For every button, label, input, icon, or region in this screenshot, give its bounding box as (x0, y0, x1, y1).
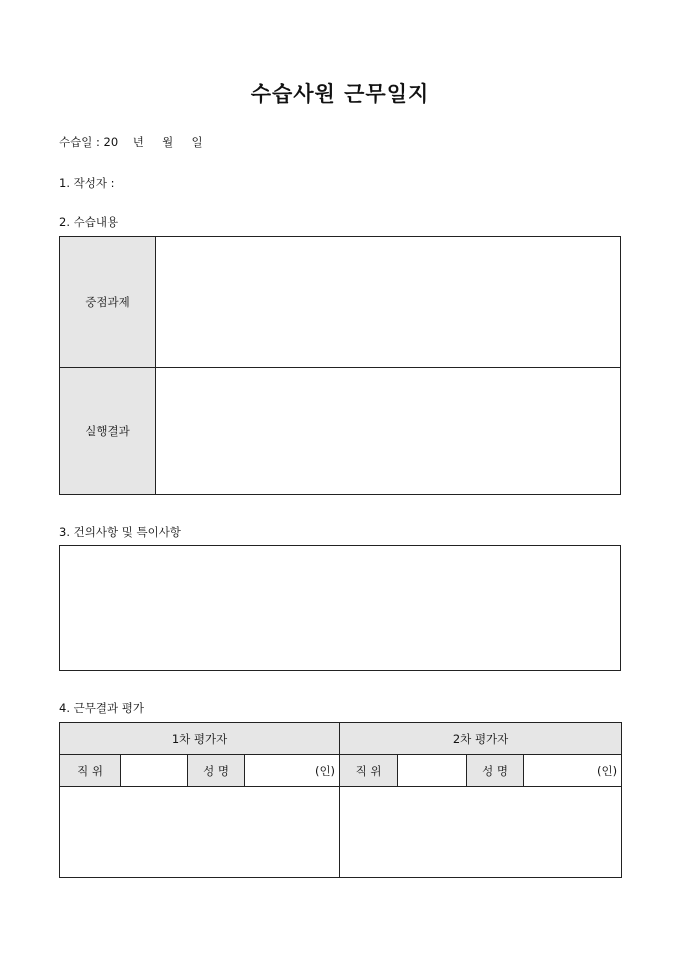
second-evaluation-field[interactable] (340, 787, 622, 878)
section-3-heading: 3. 건의사항 및 특이사항 (59, 525, 181, 539)
result-label: 실행결과 (60, 368, 156, 494)
probation-date-line: 수습일 : 20 년 월 일 (59, 135, 203, 149)
second-name-label: 성 명 (467, 755, 524, 787)
writer-line: 1. 작성자 : (59, 176, 115, 190)
first-position-field[interactable] (121, 755, 188, 787)
second-position-label: 직 위 (340, 755, 398, 787)
suggestions-field[interactable] (59, 545, 621, 671)
first-name-label: 성 명 (188, 755, 245, 787)
first-evaluation-field[interactable] (60, 787, 340, 878)
key-task-label: 중점과제 (60, 237, 156, 367)
first-position-label: 직 위 (60, 755, 121, 787)
key-task-field[interactable] (156, 237, 620, 367)
first-evaluator-header: 1차 평가자 (60, 723, 340, 755)
second-evaluator-header: 2차 평가자 (340, 723, 622, 755)
first-seal[interactable]: (인) (245, 755, 340, 787)
section-2-heading: 2. 수습내용 (59, 215, 119, 229)
result-field[interactable] (156, 368, 620, 494)
second-seal[interactable]: (인) (524, 755, 622, 787)
section-4-heading: 4. 근무결과 평가 (59, 701, 144, 715)
second-position-field[interactable] (398, 755, 467, 787)
page-title: 수습사원 근무일지 (250, 81, 430, 106)
probation-content-table (59, 236, 621, 495)
evaluation-table (59, 722, 622, 878)
